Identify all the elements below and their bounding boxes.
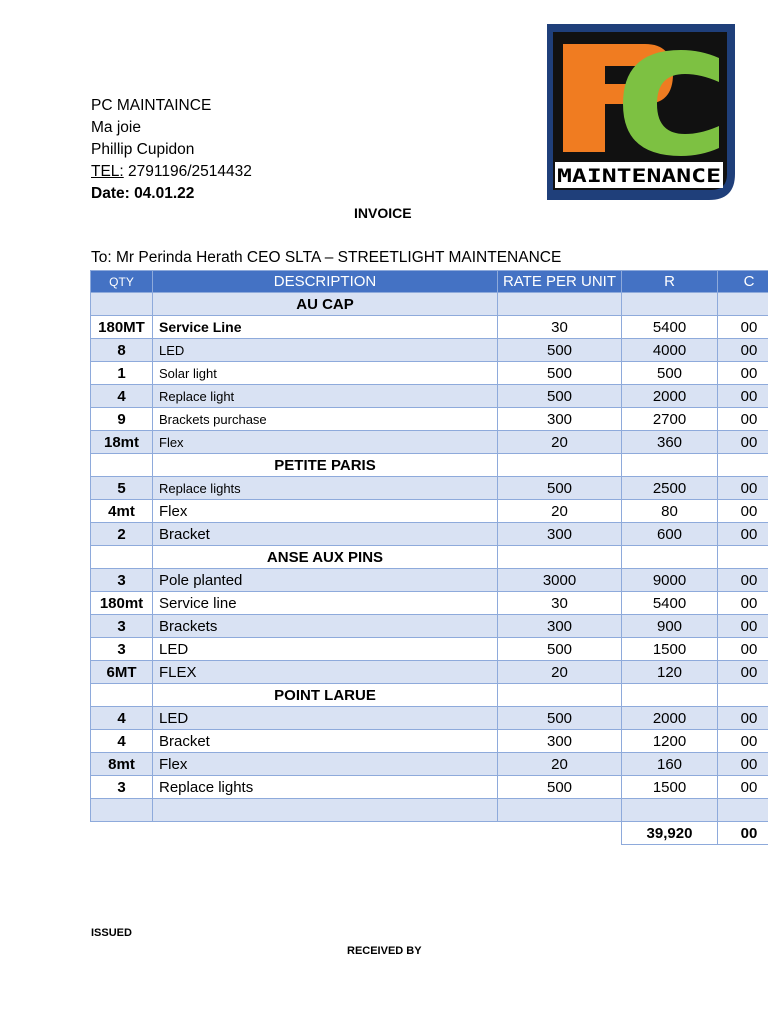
rate-cell: 20 — [498, 431, 622, 454]
rate-cell — [498, 454, 622, 477]
rate-cell: 500 — [498, 339, 622, 362]
rate-cell: 500 — [498, 385, 622, 408]
c-cell: 00 — [718, 592, 768, 615]
table-row — [91, 408, 768, 431]
c-cell — [718, 799, 768, 822]
description-cell: LED — [153, 638, 498, 661]
r-cell — [622, 799, 718, 822]
r-cell: 1500 — [622, 638, 718, 661]
header-description: DESCRIPTION — [153, 271, 498, 293]
received-by-label: RECEIVED BY — [347, 945, 422, 957]
qty-cell: 18mt — [91, 431, 153, 454]
c-cell — [718, 684, 768, 707]
r-cell: 600 — [622, 523, 718, 546]
qty-cell — [91, 546, 153, 569]
r-cell: 2700 — [622, 408, 718, 431]
company-block — [91, 95, 252, 205]
qty-cell: 8mt — [91, 753, 153, 776]
table-row — [91, 339, 768, 362]
description-cell: Brackets — [153, 615, 498, 638]
total-r: 39,920 — [622, 822, 718, 845]
rate-cell: 20 — [498, 753, 622, 776]
rate-cell: 20 — [498, 500, 622, 523]
rate-cell: 500 — [498, 707, 622, 730]
table-row — [91, 753, 768, 776]
header-c: C — [718, 271, 768, 293]
r-cell: 2000 — [622, 707, 718, 730]
rate-cell: 300 — [498, 615, 622, 638]
rate-cell: 500 — [498, 776, 622, 799]
r-cell — [622, 684, 718, 707]
table-row — [91, 707, 768, 730]
description-cell: FLEX — [153, 661, 498, 684]
rate-cell — [498, 546, 622, 569]
logo-text: MAINTENANCE — [557, 165, 721, 187]
tel-label: TEL: — [91, 163, 124, 180]
c-cell: 00 — [718, 385, 768, 408]
rate-cell: 3000 — [498, 569, 622, 592]
description-cell: Service line — [153, 592, 498, 615]
description-cell: Replace light — [153, 385, 498, 408]
qty-cell — [91, 454, 153, 477]
r-cell: 1500 — [622, 776, 718, 799]
r-cell — [622, 293, 718, 316]
table-row — [91, 500, 768, 523]
qty-cell: 6MT — [91, 661, 153, 684]
r-cell: 4000 — [622, 339, 718, 362]
r-cell: 5400 — [622, 592, 718, 615]
description-cell: LED — [153, 707, 498, 730]
qty-cell: 1 — [91, 362, 153, 385]
qty-cell — [91, 293, 153, 316]
description-cell: Flex — [153, 431, 498, 454]
r-cell: 2000 — [622, 385, 718, 408]
qty-cell: 180mt — [91, 592, 153, 615]
rate-cell: 500 — [498, 638, 622, 661]
description-cell: Service Line — [153, 316, 498, 339]
c-cell: 00 — [718, 776, 768, 799]
rate-cell — [498, 293, 622, 316]
invoice-title: INVOICE — [354, 205, 412, 221]
c-cell: 00 — [718, 408, 768, 431]
qty-cell: 4 — [91, 730, 153, 753]
r-cell: 1200 — [622, 730, 718, 753]
rate-cell: 30 — [498, 592, 622, 615]
section-title: POINT LARUE — [153, 684, 498, 707]
table-row — [91, 661, 768, 684]
tel-value: 2791196/2514432 — [123, 163, 252, 180]
company-tel — [91, 161, 252, 183]
r-cell: 120 — [622, 661, 718, 684]
table-row — [91, 362, 768, 385]
empty-cell — [153, 822, 498, 845]
table-row — [91, 615, 768, 638]
r-cell: 80 — [622, 500, 718, 523]
header-rate: RATE PER UNIT — [498, 271, 622, 293]
table-row — [91, 776, 768, 799]
c-cell: 00 — [718, 431, 768, 454]
c-cell: 00 — [718, 730, 768, 753]
c-cell: 00 — [718, 500, 768, 523]
c-cell: 00 — [718, 316, 768, 339]
c-cell: 00 — [718, 707, 768, 730]
invoice-table — [90, 270, 768, 845]
description-cell: LED — [153, 339, 498, 362]
r-cell: 160 — [622, 753, 718, 776]
qty-cell — [91, 799, 153, 822]
r-cell: 500 — [622, 362, 718, 385]
section-row — [91, 454, 768, 477]
section-title: PETITE PARIS — [153, 454, 498, 477]
c-cell: 00 — [718, 339, 768, 362]
qty-cell: 8 — [91, 339, 153, 362]
description-cell: Replace lights — [153, 776, 498, 799]
description-cell: Pole planted — [153, 569, 498, 592]
c-cell: 00 — [718, 523, 768, 546]
c-cell: 00 — [718, 569, 768, 592]
r-cell — [622, 546, 718, 569]
c-cell — [718, 454, 768, 477]
c-cell: 00 — [718, 615, 768, 638]
r-cell — [622, 454, 718, 477]
invoice-date: Date: 04.01.22 — [91, 185, 195, 202]
table-row — [91, 799, 768, 822]
qty-cell: 3 — [91, 569, 153, 592]
r-cell: 9000 — [622, 569, 718, 592]
table-row — [91, 316, 768, 339]
description-cell: Bracket — [153, 523, 498, 546]
qty-cell: 4mt — [91, 500, 153, 523]
rate-cell — [498, 799, 622, 822]
qty-cell: 3 — [91, 615, 153, 638]
rate-cell: 300 — [498, 730, 622, 753]
c-cell: 00 — [718, 753, 768, 776]
qty-cell: 4 — [91, 707, 153, 730]
c-cell — [718, 293, 768, 316]
table-row — [91, 730, 768, 753]
qty-cell: 2 — [91, 523, 153, 546]
table-row — [91, 477, 768, 500]
table-row — [91, 638, 768, 661]
rate-cell: 300 — [498, 408, 622, 431]
section-title: AU CAP — [153, 293, 498, 316]
description-cell: Brackets purchase — [153, 408, 498, 431]
rate-cell: 20 — [498, 661, 622, 684]
rate-cell: 500 — [498, 362, 622, 385]
table-row — [91, 592, 768, 615]
description-cell: Flex — [153, 500, 498, 523]
qty-cell: 9 — [91, 408, 153, 431]
table-row — [91, 523, 768, 546]
company-location: Ma joie — [91, 119, 141, 136]
company-name: PC MAINTAINCE — [91, 97, 212, 114]
empty-cell — [498, 822, 622, 845]
section-row — [91, 293, 768, 316]
table-row — [91, 431, 768, 454]
qty-cell: 4 — [91, 385, 153, 408]
c-cell: 00 — [718, 638, 768, 661]
table-row — [91, 385, 768, 408]
empty-cell — [91, 822, 153, 845]
r-cell: 900 — [622, 615, 718, 638]
company-contact: Phillip Cupidon — [91, 141, 195, 158]
qty-cell: 5 — [91, 477, 153, 500]
rate-cell: 30 — [498, 316, 622, 339]
issued-label: ISSUED — [91, 927, 132, 939]
total-c: 00 — [718, 822, 768, 845]
section-row — [91, 684, 768, 707]
table-body — [91, 293, 768, 845]
section-row — [91, 546, 768, 569]
description-cell: Flex — [153, 753, 498, 776]
qty-cell: 3 — [91, 638, 153, 661]
recipient-line: To: Mr Perinda Herath CEO SLTA – STREETLIGHT MAINTENANCE — [91, 249, 562, 266]
total-row — [91, 822, 768, 845]
c-cell — [718, 546, 768, 569]
qty-cell: 3 — [91, 776, 153, 799]
header-qty: QTY — [91, 271, 153, 293]
c-cell: 00 — [718, 661, 768, 684]
description-cell: Replace lights — [153, 477, 498, 500]
qty-cell — [91, 684, 153, 707]
header-r: R — [622, 271, 718, 293]
section-title: ANSE AUX PINS — [153, 546, 498, 569]
description-cell: Bracket — [153, 730, 498, 753]
r-cell: 360 — [622, 431, 718, 454]
table-header-row — [91, 271, 768, 293]
description-cell: Solar light — [153, 362, 498, 385]
description-cell — [153, 799, 498, 822]
c-cell: 00 — [718, 477, 768, 500]
pc-maintenance-logo — [541, 24, 735, 200]
r-cell: 5400 — [622, 316, 718, 339]
qty-cell: 180MT — [91, 316, 153, 339]
r-cell: 2500 — [622, 477, 718, 500]
rate-cell: 300 — [498, 523, 622, 546]
rate-cell: 500 — [498, 477, 622, 500]
c-cell: 00 — [718, 362, 768, 385]
table-row — [91, 569, 768, 592]
rate-cell — [498, 684, 622, 707]
